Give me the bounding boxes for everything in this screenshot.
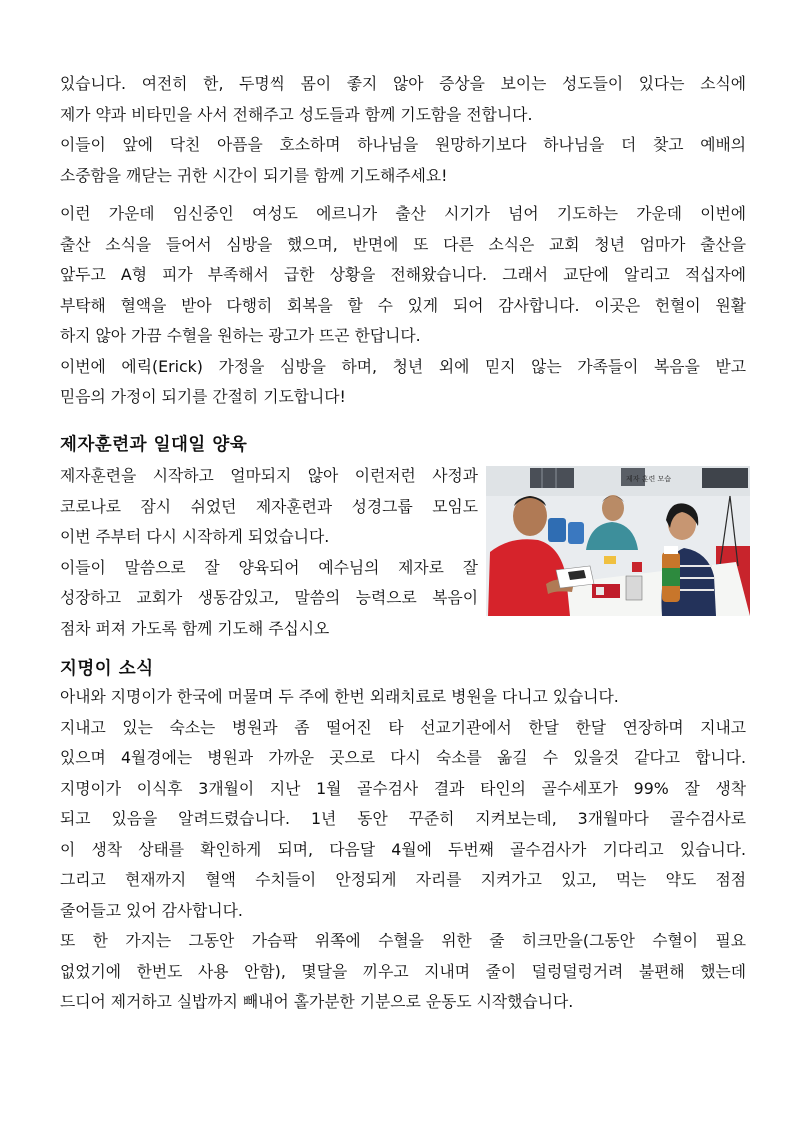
text-line: 점차 퍼져 가도록 함께 기도해 주십시오 bbox=[60, 618, 330, 638]
intro-paragraph bbox=[60, 69, 746, 191]
text-line: 되고 있음을 알려드렸습니다. 1년 동안 꾸준히 지켜보는데, 3개월마다 골수검사로 bbox=[60, 809, 746, 828]
text-line: 줄어들고 있어 감사합니다. bbox=[60, 900, 243, 920]
text-line: 이번 주부터 다시 시작하게 되었습니다. bbox=[60, 527, 330, 546]
discipleship-paragraph bbox=[60, 461, 478, 644]
section-heading-discipleship: 제자훈련과 일대일 양육 bbox=[60, 435, 248, 455]
section-heading-jimyung: 지명이 소식 bbox=[60, 659, 154, 679]
text-line: 아내와 지명이가 한국에 머물며 두 주에 한번 외래치료로 병원을 다니고 있습니다. bbox=[60, 687, 619, 706]
text-line: 제가 약과 비타민을 사서 전해주고 성도들과 함께 기도함을 전합니다. bbox=[60, 104, 533, 124]
text-line: 앞두고 A형 피가 부족해서 급한 상황을 전해왔습니다. 그래서 교단에 알리고 적십자에 bbox=[60, 265, 746, 284]
text-line: 이들이 말씀으로 잘 양육되어 예수님의 제자로 잘 bbox=[60, 557, 478, 577]
text-line: 하지 않아 가끔 수혈을 원하는 광고가 뜨곤 한답니다. bbox=[60, 326, 421, 345]
text-line: 이런 가운데 임신중인 여성도 에르니가 출산 시기가 넘어 기도하는 가운데 이번에 bbox=[60, 204, 746, 223]
text-line: 없었기에 한번도 사용 안함), 몇달을 끼우고 지내며 줄이 덜렁덜렁거려 불편해 했는데 bbox=[60, 961, 746, 981]
text-line: 이 생착 상태를 확인하게 되며, 다음달 4월에 두번째 골수검사가 기다리고 있습니다. bbox=[60, 839, 746, 859]
text-line: 믿음의 가정이 되기를 간절히 기도합니다! bbox=[60, 387, 346, 406]
text-line: 지내고 있는 숙소는 병원과 좀 떨어진 타 선교기관에서 한달 한달 연장하며 지내고 bbox=[60, 717, 746, 737]
text-line: 드디어 제거하고 실밥까지 빼내어 홀가분한 기분으로 운동도 시작했습니다. bbox=[60, 992, 574, 1011]
discipleship-photo bbox=[486, 466, 750, 616]
text-line: 코로나로 잠시 쉬었던 제자훈련과 성경그룹 모임도 bbox=[60, 496, 478, 516]
jimyung-paragraph bbox=[60, 682, 746, 1018]
text-line: 그리고 현재까지 혈액 수치들이 안정되게 자리를 지켜가고 있고, 먹는 약도 점점 bbox=[60, 870, 746, 889]
text-line: 또 한 가지는 그동안 가슴팍 위쪽에 수혈을 위한 줄 히크만을(그동안 수혈이 필요 bbox=[60, 931, 746, 950]
photo-caption: 제자 훈련 모습 bbox=[626, 475, 672, 483]
text-line: 있으며 4월경에는 병원과 가까운 곳으로 다시 숙소를 옮길 수 있을것 같다고 합니다. bbox=[60, 748, 746, 767]
news-paragraph bbox=[60, 199, 746, 413]
text-line: 출산 소식을 들어서 심방을 했으며, 반면에 또 다른 소식은 교회 청년 엄마가 출산을 bbox=[60, 234, 746, 254]
text-line: 이들이 앞에 닥친 아픔을 호소하며 하나님을 원망하기보다 하나님을 더 찾고 예배의 bbox=[60, 135, 746, 154]
text-line: 성장하고 교회가 생동감있고, 말씀의 능력으로 복음이 bbox=[60, 588, 478, 607]
text-line: 제자훈련을 시작하고 얼마되지 않아 이런저런 사정과 bbox=[60, 466, 478, 485]
text-line: 있습니다. 여전히 한, 두명씩 몸이 좋지 않아 증상을 보이는 성도들이 있다는 소식에 bbox=[60, 74, 746, 93]
text-line: 이번에 에릭(Erick) 가정을 심방을 하며, 청년 외에 믿지 않는 가족들이 복음을 받고 bbox=[60, 356, 746, 376]
text-line: 지명이가 이식후 3개월이 지난 1월 골수검사 결과 타인의 골수세포가 99% 잘 생착 bbox=[60, 778, 746, 798]
text-line: 부탁해 혈액을 받아 다행히 회복을 할 수 있게 되어 감사합니다. 이곳은 헌혈이 원활 bbox=[60, 295, 746, 315]
text-line: 소중함을 깨닫는 귀한 시간이 되기를 함께 기도해주세요! bbox=[60, 165, 448, 185]
